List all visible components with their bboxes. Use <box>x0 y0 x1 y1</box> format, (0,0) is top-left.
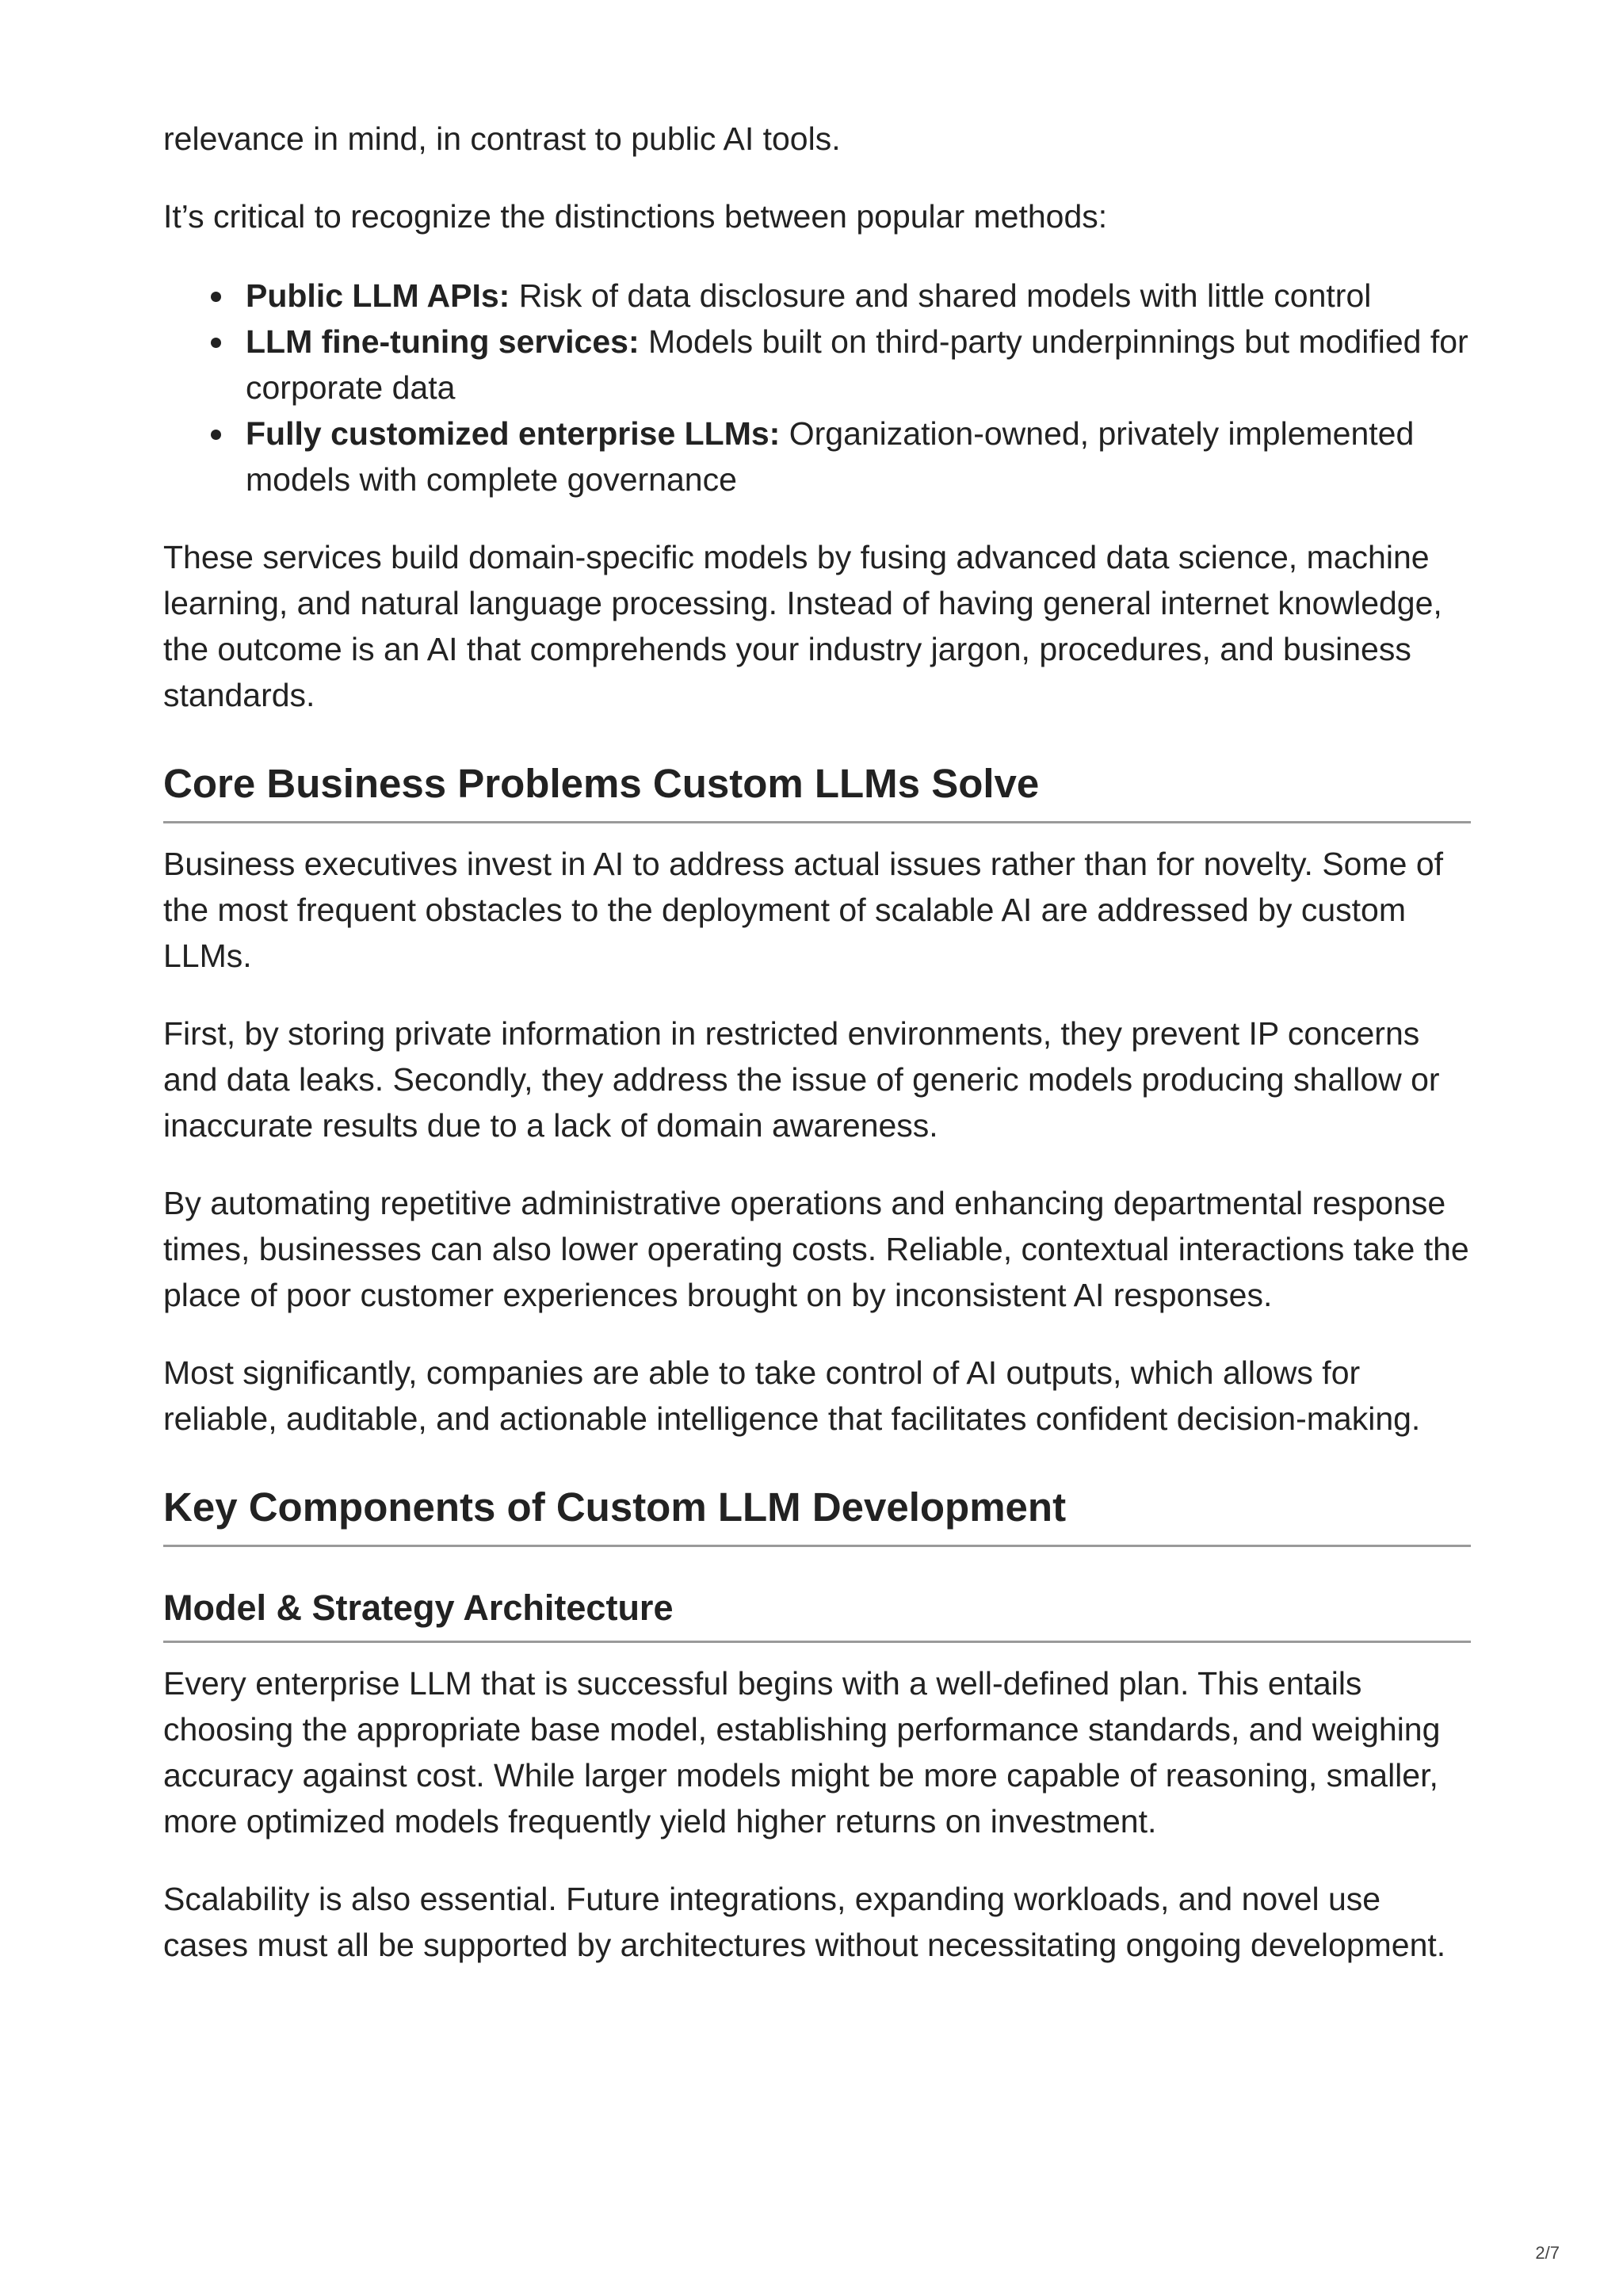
method-term: LLM fine-tuning services: <box>246 323 640 360</box>
method-desc: Organization-owned, privately implemented models with complete governance <box>246 415 1415 498</box>
list-item <box>246 411 1471 502</box>
list-item <box>246 273 1471 319</box>
intro-lead: It’s critical to recognize the distinctions between popular methods: <box>163 198 1108 235</box>
document-body <box>163 116 1471 1968</box>
core-paragraph-2: First, by storing private information in restricted environments, they prevent IP concerns and data leaks. Secondly, they address the issue of generic models producing shallow or inaccurate results due to a lack of domain awareness. <box>163 1015 1440 1144</box>
list-item <box>246 319 1471 411</box>
core-paragraph-4: Most significantly, companies are able to take control of AI outputs, which allows for reliable, auditable, and actionable intelligence that facilitates confident decision-making. <box>163 1354 1421 1437</box>
subsection-heading-architecture: Model & Strategy Architecture <box>163 1585 1471 1643</box>
method-term: Fully customized enterprise LLMs: <box>246 415 781 452</box>
intro-continuation: relevance in mind, in contrast to public AI tools. <box>163 120 841 157</box>
bullet-icon <box>211 338 221 348</box>
architecture-paragraph-2: Scalability is also essential. Future integrations, expanding workloads, and novel use cases must all be supported by architectures without necessitating ongoing development. <box>163 1881 1446 1963</box>
core-paragraph-3: By automating repetitive administrative operations and enhancing departmental response times, businesses can also lower operating costs. Reliable, contextual interactions take the place of poor customer experiences brought on by inconsistent AI responses. <box>163 1185 1469 1313</box>
bullet-icon <box>211 292 221 302</box>
architecture-paragraph-1: Every enterprise LLM that is successful begins with a well-defined plan. This entails choosing the appropriate base model, establishing performance standards, and weighing accuracy against cost. While larger models might be more capable of reasoning, smaller, more optimized models frequently yield higher returns on investment. <box>163 1665 1441 1839</box>
methods-list <box>163 273 1471 502</box>
method-term: Public LLM APIs: <box>246 277 510 314</box>
core-paragraph-1: Business executives invest in AI to address actual issues rather than for novelty. Some of the most frequent obstacles to the deployment of scalable AI are addressed by custom LLMs. <box>163 846 1444 974</box>
bullet-icon <box>211 430 221 440</box>
page-number: 2/7 <box>1535 2243 1560 2263</box>
method-desc: Models built on third-party underpinnings but modified for corporate data <box>246 323 1468 406</box>
services-paragraph: These services build domain-specific models by fusing advanced data science, machine learning, and natural language processing. Instead of having general internet knowledge, the outcome is an AI that comprehends your industry jargon, procedures, and business standards. <box>163 539 1442 713</box>
section-heading-core: Core Business Problems Custom LLMs Solve <box>163 759 1471 823</box>
section-heading-components: Key Components of Custom LLM Development <box>163 1483 1471 1547</box>
method-desc: Risk of data disclosure and shared models with little control <box>510 277 1372 314</box>
